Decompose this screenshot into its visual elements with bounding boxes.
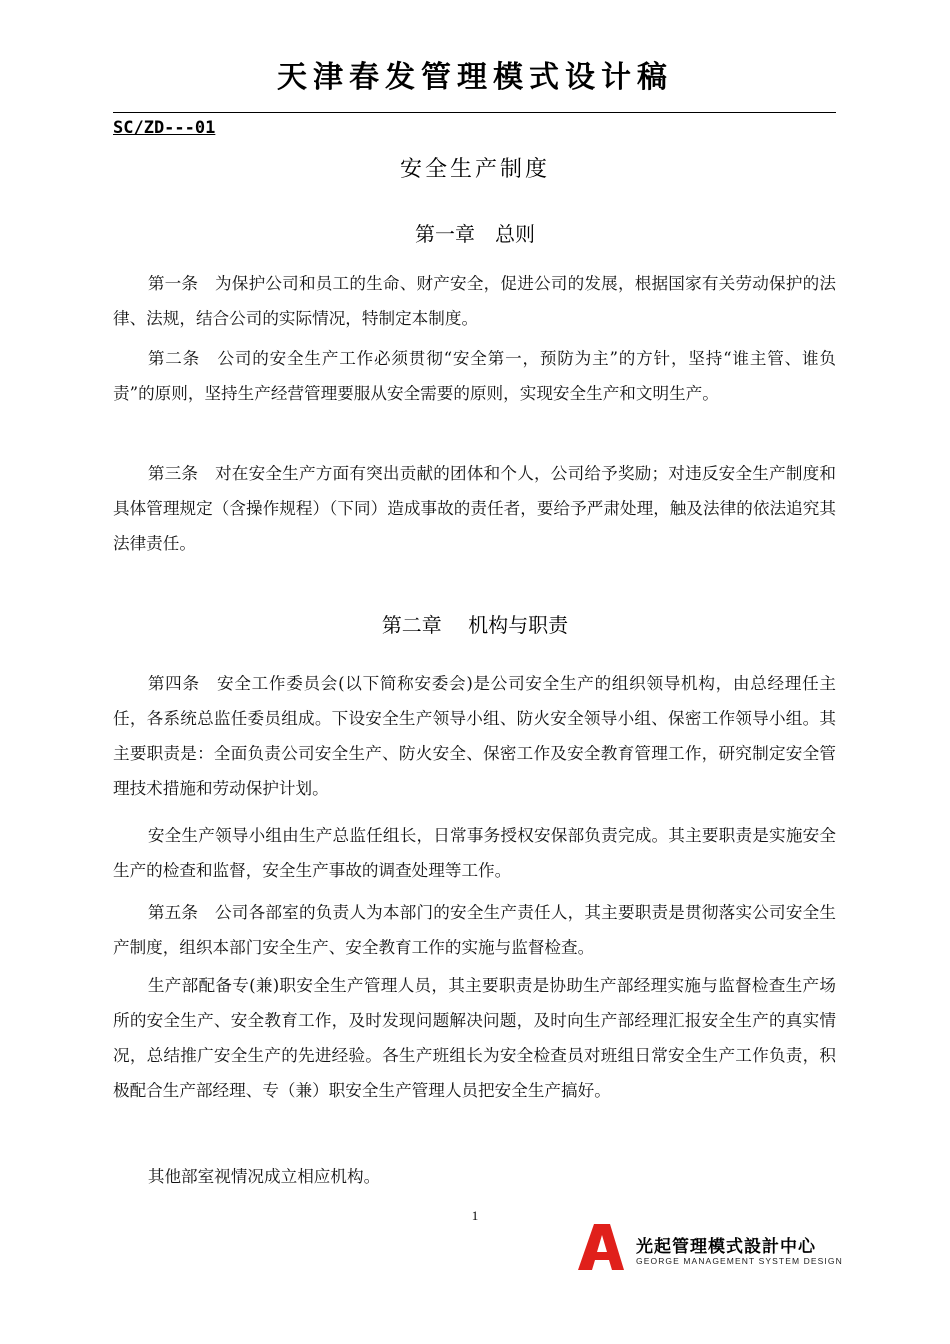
logo-a-shape <box>578 1224 624 1270</box>
letter-a-logo-icon <box>576 1224 624 1270</box>
header-title: 天津春发管理模式设计稿 <box>277 60 673 95</box>
document-title: 安全生产制度 <box>399 157 550 182</box>
article-2-paragraph: 第二条 公司的安全生产工作必须贯彻“安全第一，预防为主”的方针，坚持“谁主管、谁负责”的原则，坚持生产经营管理要服从安全需要的原则，实现安全生产和文明生产。 <box>113 349 836 403</box>
production-dept-paragraph: 生产部配备专(兼)职安全生产管理人员，其主要职责是协助生产部经理实施与监督检查生产场所的安全生产、安全教育工作，及时发现问题解决问题，及时向生产部经理汇报安全生产的真实情况，总结推广安全生产的先进经验。各生产班组长为安全检查员对班组日常安全生产工作负责，积极配合生产部经理、专（兼）职安全生产管理人员把安全生产搞好。 <box>113 976 836 1100</box>
article-5-paragraph: 第五条 公司各部室的负责人为本部门的安全生产责任人，其主要职责是贯彻落实公司安全生产制度，组织本部门安全生产、安全教育工作的实施与监督检查。 <box>113 903 836 957</box>
logo-chinese-name: 光起管理模式設計中心 <box>636 1237 816 1257</box>
logo-english-name: GEORGE MANAGEMENT SYSTEM DESIGN <box>636 1256 843 1266</box>
article-3-paragraph: 第三条 对在安全生产方面有突出贡献的团体和个人，公司给予奖励；对违反安全生产制度和具体管理规定（含操作规程）（下同）造成事故的责任者，要给予严肃处理，触及法律的依法追究其法律责任。 <box>113 464 836 553</box>
company-logo <box>576 1224 843 1270</box>
article-1-paragraph: 第一条 为保护公司和员工的生命、财产安全，促进公司的发展，根据国家有关劳动保护的法律、法规，结合公司的实际情况，特制定本制度。 <box>113 274 836 328</box>
header-divider <box>113 112 836 113</box>
document-code: SC/ZD---01 <box>113 118 216 138</box>
chapter-1-heading: 第一章 总则 <box>415 222 535 246</box>
other-depts-paragraph: 其他部室视情况成立相应机构。 <box>147 1167 381 1186</box>
article-4-paragraph: 第四条 安全工作委员会(以下简称安委会)是公司安全生产的组织领导机构，由总经理任主任，各系统总监任委员组成。下设安全生产领导小组、防火安全领导小组、保密工作领导小组。其主要职责是：全面负责公司安全生产、防火安全、保密工作及安全教育管理工作，研究制定安全管理技术措施和劳动保护计划。 <box>113 674 836 798</box>
chapter-2-heading: 第二章 机构与职责 <box>381 613 569 637</box>
safety-group-paragraph: 安全生产领导小组由生产总监任组长，日常事务授权安保部负责完成。其主要职责是实施安全生产的检查和监督，安全生产事故的调查处理等工作。 <box>113 826 836 880</box>
page-number: 1 <box>471 1208 479 1223</box>
